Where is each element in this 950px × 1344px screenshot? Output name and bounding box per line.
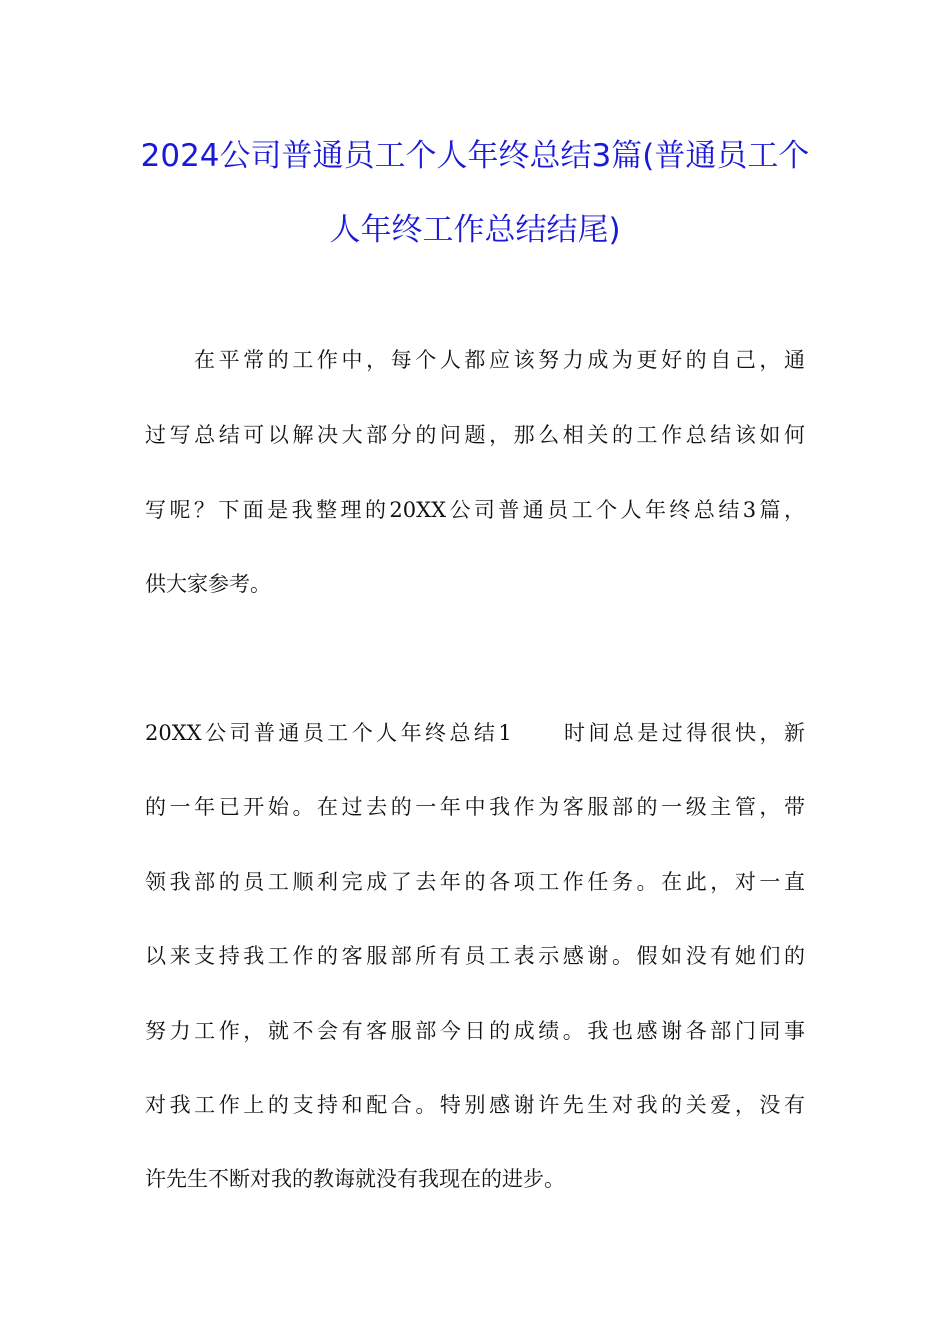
intro-line: 在平常的工作中，每个人都应该努力成为更好的自己，通 bbox=[194, 348, 805, 372]
document-title: 2024公司普通员工个人年终总结3篇(普通员工个人年终工作总结结尾) bbox=[140, 138, 810, 248]
intro-line: 供大家参考。 bbox=[145, 572, 271, 596]
section1-line: 以来支持我工作的客服部所有员工表示感谢。假如没有她们的 bbox=[145, 944, 805, 968]
section1-line: 努力工作，就不会有客服部今日的成绩。我也感谢各部门同事 bbox=[145, 1019, 805, 1043]
section1-line: 许先生不断对我的教诲就没有我现在的进步。 bbox=[145, 1167, 565, 1191]
section1-line: 20XX公司普通员工个人年终总结1 时间总是过得很快，新 bbox=[145, 721, 805, 745]
section1-line: 对我工作上的支持和配合。特别感谢许先生对我的关爱，没有 bbox=[145, 1093, 805, 1117]
section1-line: 的一年已开始。在过去的一年中我作为客服部的一级主管，带 bbox=[145, 795, 805, 819]
section1-line: 领我部的员工顺利完成了去年的各项工作任务。在此，对一直 bbox=[145, 870, 805, 894]
intro-line: 过写总结可以解决大部分的问题，那么相关的工作总结该如何 bbox=[145, 423, 805, 447]
intro-line: 写呢？下面是我整理的20XX公司普通员工个人年终总结3篇， bbox=[145, 498, 805, 522]
